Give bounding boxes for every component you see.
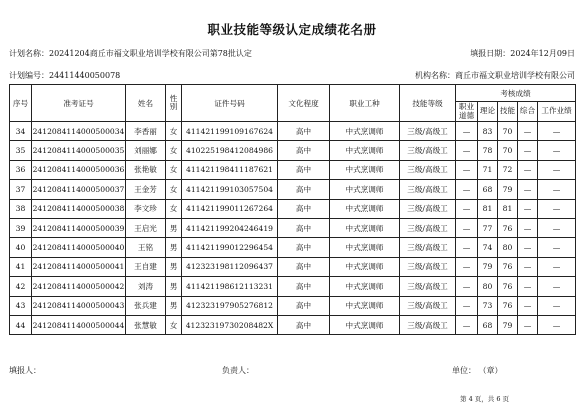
table-row (10, 257, 576, 276)
table-row (10, 238, 576, 257)
cell-skill: 76 (498, 296, 518, 315)
cell-id-no: 411421199012296454 (182, 238, 278, 257)
table-row (10, 218, 576, 237)
cell-theory: 83 (478, 122, 498, 141)
page-indicator: 第 4 页，共 6 页 (460, 395, 510, 403)
cell-name: 王自建 (126, 257, 166, 276)
cell-theory: 74 (478, 238, 498, 257)
table-row (10, 315, 576, 334)
cell-job: 中式烹调师 (330, 122, 400, 141)
table-row (10, 160, 576, 179)
cell-exam-no: 2412084114000500034 (32, 122, 126, 141)
cell-exam-no: 2412084114000500043 (32, 296, 126, 315)
table-row (10, 296, 576, 315)
cell-job: 中式烹调师 (330, 257, 400, 276)
cell-job: 中式烹调师 (330, 199, 400, 218)
cell-education: 高中 (278, 141, 330, 160)
cell-id-no: 412323198112096437 (182, 257, 278, 276)
cell-work-score: — (538, 141, 576, 160)
cell-gender: 女 (166, 160, 182, 179)
cell-level: 三级/高级工 (400, 277, 456, 296)
cell-gender: 女 (166, 315, 182, 334)
cell-exam-no: 2412084114000500038 (32, 199, 126, 218)
cell-name: 张慧敏 (126, 315, 166, 334)
cell-education: 高中 (278, 199, 330, 218)
cell-name: 刘涛 (126, 277, 166, 296)
cell-work-score: — (538, 238, 576, 257)
cell-id-no: 411421199011267264 (182, 199, 278, 218)
footer-unit-seal: 单位： （章） (452, 366, 503, 375)
cell-id-no: 411421198612113231 (182, 277, 278, 296)
cell-level: 三级/高级工 (400, 218, 456, 237)
cell-comprehensive: — (518, 315, 538, 334)
cell-level: 三级/高级工 (400, 180, 456, 199)
cell-ethics: — (456, 238, 478, 257)
cell-exam-no: 2412084114000500044 (32, 315, 126, 334)
cell-theory: 68 (478, 315, 498, 334)
col-job: 职业工种 (330, 85, 400, 122)
cell-gender: 女 (166, 199, 182, 218)
cell-name: 张兵建 (126, 296, 166, 315)
cell-exam-no: 2412084114000500039 (32, 218, 126, 237)
cell-education: 高中 (278, 218, 330, 237)
plan-number: 计划编号：24411440050078 (9, 71, 121, 80)
cell-education: 高中 (278, 160, 330, 179)
cell-theory: 78 (478, 141, 498, 160)
cell-work-score: — (538, 296, 576, 315)
cell-level: 三级/高级工 (400, 141, 456, 160)
cell-ethics: — (456, 160, 478, 179)
cell-skill: 72 (498, 160, 518, 179)
cell-gender: 男 (166, 257, 182, 276)
cell-ethics: — (456, 180, 478, 199)
cell-id-no: 411421198411187621 (182, 160, 278, 179)
cell-skill: 76 (498, 218, 518, 237)
cell-name: 王铭 (126, 238, 166, 257)
cell-ethics: — (456, 141, 478, 160)
cell-id-no: 411421199109167624 (182, 122, 278, 141)
cell-ethics: — (456, 199, 478, 218)
cell-comprehensive: — (518, 141, 538, 160)
cell-seq: 44 (10, 315, 32, 334)
cell-skill: 70 (498, 141, 518, 160)
cell-id-no: 410225198412084986 (182, 141, 278, 160)
cell-seq: 34 (10, 122, 32, 141)
cell-level: 三级/高级工 (400, 315, 456, 334)
cell-education: 高中 (278, 257, 330, 276)
cell-gender: 男 (166, 218, 182, 237)
cell-job: 中式烹调师 (330, 315, 400, 334)
cell-seq: 35 (10, 141, 32, 160)
cell-work-score: — (538, 122, 576, 141)
cell-comprehensive: — (518, 218, 538, 237)
cell-ethics: — (456, 315, 478, 334)
cell-ethics: — (456, 122, 478, 141)
cell-exam-no: 2412084114000500040 (32, 238, 126, 257)
cell-ethics: — (456, 257, 478, 276)
cell-seq: 40 (10, 238, 32, 257)
organization-name: 机构名称：商丘市福文职业培训学校有限公司 (415, 71, 575, 80)
cell-skill: 79 (498, 315, 518, 334)
cell-theory: 79 (478, 257, 498, 276)
col-scores-group: 考核成绩 (456, 85, 576, 102)
cell-level: 三级/高级工 (400, 199, 456, 218)
plan-name: 计划名称：20241204商丘市福文职业培训学校有限公司第78批认定 (9, 49, 252, 58)
cell-work-score: — (538, 160, 576, 179)
cell-id-no: 41232319730208482X (182, 315, 278, 334)
cell-seq: 36 (10, 160, 32, 179)
cell-theory: 71 (478, 160, 498, 179)
table-row (10, 141, 576, 160)
cell-id-no: 412323197905276812 (182, 296, 278, 315)
cell-comprehensive: — (518, 180, 538, 199)
cell-theory: 68 (478, 180, 498, 199)
cell-work-score: — (538, 277, 576, 296)
cell-job: 中式烹调师 (330, 296, 400, 315)
cell-job: 中式烹调师 (330, 141, 400, 160)
cell-education: 高中 (278, 315, 330, 334)
cell-comprehensive: — (518, 277, 538, 296)
cell-comprehensive: — (518, 238, 538, 257)
col-id-no: 证件号码 (182, 85, 278, 122)
col-exam-no: 准考证号 (32, 85, 126, 122)
cell-job: 中式烹调师 (330, 277, 400, 296)
cell-work-score: — (538, 180, 576, 199)
cell-skill: 76 (498, 277, 518, 296)
cell-job: 中式烹调师 (330, 238, 400, 257)
cell-gender: 男 (166, 238, 182, 257)
cell-exam-no: 2412084114000500042 (32, 277, 126, 296)
cell-exam-no: 2412084114000500041 (32, 257, 126, 276)
fill-date: 填报日期：2024年12月09日 (470, 49, 575, 58)
table-row (10, 199, 576, 218)
cell-theory: 73 (478, 296, 498, 315)
cell-name: 李文珍 (126, 199, 166, 218)
cell-comprehensive: — (518, 257, 538, 276)
table-row (10, 180, 576, 199)
table-row (10, 122, 576, 141)
cell-level: 三级/高级工 (400, 257, 456, 276)
cell-name: 张艳敏 (126, 160, 166, 179)
cell-work-score: — (538, 315, 576, 334)
score-table (9, 84, 576, 335)
cell-skill: 79 (498, 180, 518, 199)
cell-name: 刘丽娜 (126, 141, 166, 160)
cell-skill: 80 (498, 238, 518, 257)
cell-name: 李香丽 (126, 122, 166, 141)
col-seq: 序号 (10, 85, 32, 122)
cell-seq: 43 (10, 296, 32, 315)
cell-id-no: 411421199204246419 (182, 218, 278, 237)
col-gender: 性别 (166, 85, 182, 122)
cell-comprehensive: — (518, 296, 538, 315)
cell-exam-no: 2412084114000500037 (32, 180, 126, 199)
cell-skill: 76 (498, 257, 518, 276)
cell-gender: 女 (166, 122, 182, 141)
cell-seq: 39 (10, 218, 32, 237)
col-ethics: 职业道德 (456, 102, 478, 122)
cell-level: 三级/高级工 (400, 296, 456, 315)
cell-seq: 37 (10, 180, 32, 199)
cell-comprehensive: — (518, 199, 538, 218)
cell-skill: 81 (498, 199, 518, 218)
cell-level: 三级/高级工 (400, 160, 456, 179)
cell-theory: 80 (478, 277, 498, 296)
table-row (10, 277, 576, 296)
cell-exam-no: 2412084114000500035 (32, 141, 126, 160)
cell-seq: 41 (10, 257, 32, 276)
document-title: 职业技能等级认定成绩花名册 (207, 22, 377, 37)
cell-seq: 38 (10, 199, 32, 218)
cell-work-score: — (538, 257, 576, 276)
cell-education: 高中 (278, 277, 330, 296)
cell-level: 三级/高级工 (400, 122, 456, 141)
cell-work-score: — (538, 199, 576, 218)
col-level: 技能等级 (400, 85, 456, 122)
cell-work-score: — (538, 218, 576, 237)
col-comprehensive: 综合 (518, 102, 538, 122)
col-theory: 理论 (478, 102, 498, 122)
cell-gender: 女 (166, 141, 182, 160)
cell-name: 王金芳 (126, 180, 166, 199)
cell-education: 高中 (278, 180, 330, 199)
cell-ethics: — (456, 296, 478, 315)
cell-comprehensive: — (518, 160, 538, 179)
cell-level: 三级/高级工 (400, 238, 456, 257)
cell-education: 高中 (278, 296, 330, 315)
footer-responsible: 负责人： (222, 366, 254, 375)
cell-name: 王启光 (126, 218, 166, 237)
col-education: 文化程度 (278, 85, 330, 122)
cell-comprehensive: — (518, 122, 538, 141)
cell-job: 中式烹调师 (330, 160, 400, 179)
cell-ethics: — (456, 218, 478, 237)
footer-filler: 填报人： (9, 366, 41, 375)
col-work-score: 工作业绩 (538, 102, 576, 122)
cell-id-no: 411421199103057504 (182, 180, 278, 199)
cell-job: 中式烹调师 (330, 180, 400, 199)
cell-seq: 42 (10, 277, 32, 296)
cell-skill: 70 (498, 122, 518, 141)
cell-gender: 男 (166, 277, 182, 296)
cell-gender: 男 (166, 296, 182, 315)
cell-theory: 77 (478, 218, 498, 237)
cell-ethics: — (456, 277, 478, 296)
cell-education: 高中 (278, 238, 330, 257)
cell-education: 高中 (278, 122, 330, 141)
cell-gender: 女 (166, 180, 182, 199)
cell-job: 中式烹调师 (330, 218, 400, 237)
col-name: 姓名 (126, 85, 166, 122)
col-skill: 技能 (498, 102, 518, 122)
cell-exam-no: 2412084114000500036 (32, 160, 126, 179)
cell-theory: 81 (478, 199, 498, 218)
